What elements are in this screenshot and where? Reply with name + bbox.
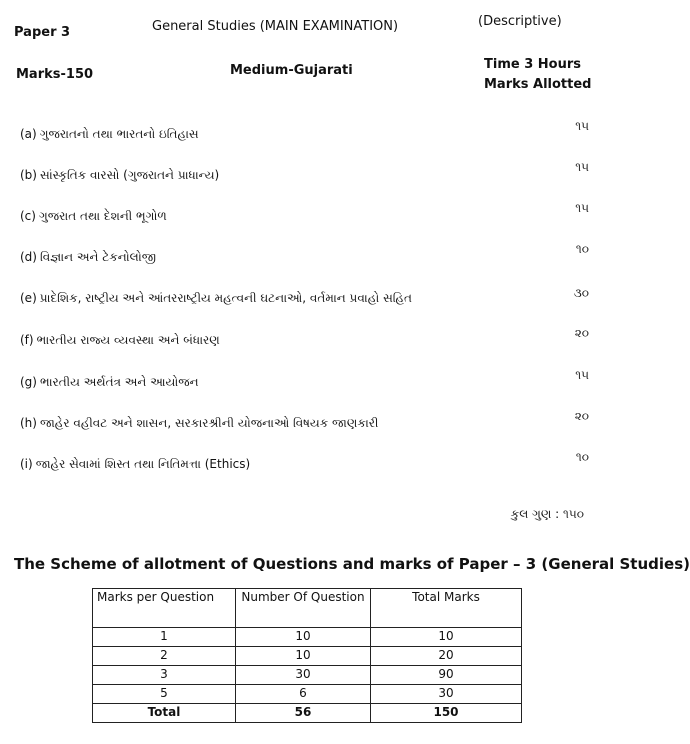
topic-text: વિજ્ઞાન અને ટેકનોલોજી xyxy=(39,250,156,264)
topic-marks: ૧૫ xyxy=(575,201,589,215)
scheme-title: The Scheme of allotment of Questions and marks of Paper – 3 (General Studies) xyxy=(14,555,690,573)
table-cell: 30 xyxy=(371,685,522,704)
table-cell: 10 xyxy=(236,647,371,666)
topic-marks: ૩૦ xyxy=(573,286,589,300)
table-cell: 10 xyxy=(371,628,522,647)
topic-marks: ૨૦ xyxy=(574,326,589,340)
table-cell: 30 xyxy=(236,666,371,685)
topic-item xyxy=(20,457,250,472)
marks-allotted-heading: Marks Allotted xyxy=(484,77,592,92)
column-header: Marks per Question xyxy=(93,589,236,628)
column-header: Total Marks xyxy=(371,589,522,628)
paper-type: (Descriptive) xyxy=(478,14,562,29)
topic-item xyxy=(20,291,412,306)
topic-text: જાહેર વહીવટ અને શાસન, સરકારશ્રીની યોજનાઓ વિષયક જાણકારી xyxy=(39,416,379,430)
table-total-row xyxy=(93,704,522,723)
table-cell: 150 xyxy=(371,704,522,723)
total-marks-label: કુલ ગુણ : ૧૫૦ xyxy=(510,507,584,521)
topic-letter: (g) xyxy=(20,375,37,389)
time-label: Time 3 Hours xyxy=(484,57,581,72)
topic-letter: (a) xyxy=(20,127,37,141)
topic-letter: (h) xyxy=(20,416,37,430)
topic-marks: ૧૫ xyxy=(575,160,589,174)
topic-item xyxy=(20,333,220,348)
table-row xyxy=(93,647,522,666)
topic-letter: (f) xyxy=(20,333,34,347)
topic-marks: ૧૫ xyxy=(575,119,589,133)
topic-marks: ૧૦ xyxy=(575,450,589,464)
table-cell: 1 xyxy=(93,628,236,647)
topic-letter: (i) xyxy=(20,457,33,471)
topic-item xyxy=(20,250,156,265)
topic-text: જાહેર સેવામાં શિસ્ત તથા નિતિમત્તા (Ethics) xyxy=(35,457,251,471)
topic-text: પ્રાદેશિક, રાષ્ટ્રીય અને આંતરરાષ્ટ્રીય મહત્વની ઘટનાઓ, વર્તમાન પ્રવાહો સહિત xyxy=(39,291,413,305)
table-cell: 56 xyxy=(236,704,371,723)
table-cell: 6 xyxy=(236,685,371,704)
topic-marks: ૧૦ xyxy=(575,242,589,256)
scheme-table xyxy=(92,588,522,723)
table-cell: 2 xyxy=(93,647,236,666)
table-cell: 10 xyxy=(236,628,371,647)
table-cell: 20 xyxy=(371,647,522,666)
topic-letter: (e) xyxy=(20,291,37,305)
topic-item xyxy=(20,375,199,390)
table-cell: 90 xyxy=(371,666,522,685)
exam-title: General Studies (MAIN EXAMINATION) xyxy=(152,19,399,34)
table-cell: Total xyxy=(93,704,236,723)
topic-text: સાંસ્કૃતિક વારસો (ગુજરાતને પ્રાધાન્ય) xyxy=(39,168,220,182)
table-header-row xyxy=(93,589,522,628)
topic-item xyxy=(20,168,219,183)
table-cell: 5 xyxy=(93,685,236,704)
topic-letter: (c) xyxy=(20,209,36,223)
topic-item xyxy=(20,127,199,142)
medium-label: Medium-Gujarati xyxy=(230,63,353,78)
table-row xyxy=(93,628,522,647)
topic-text: ગુજરાતનો તથા ભારતનો ઇતિહાસ xyxy=(39,127,199,141)
topic-item xyxy=(20,416,378,431)
topic-item xyxy=(20,209,167,224)
column-header: Number Of Question xyxy=(236,589,371,628)
topic-marks: ૧૫ xyxy=(575,368,589,382)
marks-label: Marks-150 xyxy=(16,67,94,82)
topic-text: ભારતીય અર્થતંત્ર અને આયોજન xyxy=(39,375,199,389)
table-cell: 3 xyxy=(93,666,236,685)
topic-marks: ૨૦ xyxy=(574,409,589,423)
table-row xyxy=(93,685,522,704)
topic-letter: (b) xyxy=(20,168,37,182)
topic-letter: (d) xyxy=(20,250,37,264)
paper-label: Paper 3 xyxy=(14,25,71,40)
topic-text: ગુજરાત તથા દેશની ભૂગોળ xyxy=(38,209,167,223)
topic-text: ભારતીય રાજ્ય વ્યવસ્થા અને બંધારણ xyxy=(36,333,220,347)
table-row xyxy=(93,666,522,685)
